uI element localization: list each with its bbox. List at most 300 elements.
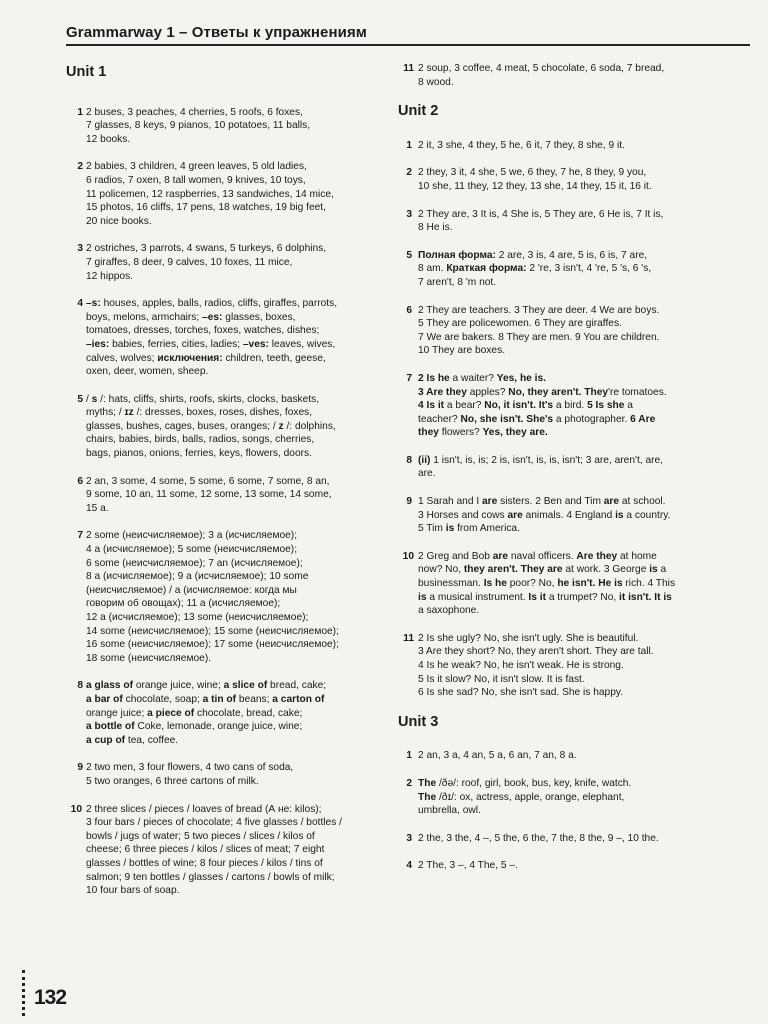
answer-line bbox=[418, 181, 652, 192]
answer-line bbox=[86, 817, 342, 828]
answer-text: salmon; 9 ten bottles / glasses / cartons / bowls of milk; bbox=[86, 871, 335, 883]
answer-text: a bird. bbox=[553, 400, 588, 412]
answer-text: /: dresses, boxes, roses, dishes, foxes, bbox=[133, 407, 313, 419]
answer-line bbox=[418, 833, 659, 844]
answer-line bbox=[418, 592, 672, 603]
exercise-number: 1 bbox=[406, 139, 412, 151]
answer-line bbox=[418, 387, 667, 398]
unit-2-title: Unit 2 bbox=[398, 103, 439, 120]
answer-line bbox=[86, 134, 130, 145]
answer-line bbox=[418, 750, 577, 761]
answer-text: 10 They are boxes. bbox=[418, 345, 506, 357]
exercise-answer bbox=[398, 859, 718, 873]
exercise-answer bbox=[398, 304, 718, 358]
answer-emphasis: исключения: bbox=[157, 352, 223, 364]
answer-emphasis: (ii) bbox=[418, 454, 431, 466]
answer-text: 're tomatoes. bbox=[608, 386, 667, 398]
answer-text: a saxophone. bbox=[418, 605, 480, 617]
answer-line bbox=[86, 448, 312, 459]
answer-line bbox=[418, 345, 505, 356]
answer-text: a bear? bbox=[444, 400, 485, 412]
exercise-text bbox=[86, 529, 384, 665]
answer-line bbox=[418, 674, 585, 685]
answer-emphasis: Is it bbox=[528, 591, 546, 603]
answer-line bbox=[86, 353, 326, 364]
exercise-text bbox=[418, 208, 718, 235]
answer-text: 10 she, 11 they, 12 they, 13 she, 14 they, 15 it, 16 it. bbox=[418, 180, 652, 192]
answer-emphasis: No, they aren't. They bbox=[508, 386, 609, 398]
answer-line bbox=[86, 639, 339, 650]
answer-text: poor? No, bbox=[506, 578, 558, 590]
answer-text: говорим об овощах); 11 a (исчисляемое); bbox=[86, 598, 281, 610]
answer-line bbox=[418, 414, 655, 425]
answer-line bbox=[86, 544, 297, 555]
answer-text: 8 wood. bbox=[418, 76, 454, 88]
answer-text: 6 radios, 7 oxen, 8 tall women, 9 knives, 10 toys, bbox=[86, 174, 306, 186]
answer-text: 8 am. bbox=[418, 263, 447, 275]
answer-text: cheese; 6 three pieces / kilos / slices of meat; 7 eight bbox=[86, 844, 325, 856]
answer-text: 2 an, 3 a, 4 an, 5 a, 6 an, 7 an, 8 a. bbox=[418, 750, 577, 762]
answer-line bbox=[86, 366, 208, 377]
answer-text: 7 glasses, 8 keys, 9 pianos, 10 potatoes, 11 balls, bbox=[86, 120, 311, 132]
answer-text: 2 They are teachers. 3 They are deer. 4 We are boys. bbox=[418, 304, 660, 316]
answer-text: /ðə/: roof, girl, book, bus, key, knife, watch. bbox=[436, 777, 632, 789]
answer-line bbox=[86, 175, 306, 186]
exercise-number: 7 bbox=[406, 372, 412, 384]
answer-text: 6 Is she sad? No, she isn't sad. She is happy. bbox=[418, 687, 624, 699]
answer-emphasis: it isn't. It is bbox=[619, 591, 672, 603]
answer-text: apples? bbox=[466, 386, 509, 398]
unit-3-title: Unit 3 bbox=[398, 713, 439, 730]
exercise-text bbox=[418, 454, 718, 481]
exercise-text bbox=[86, 475, 384, 516]
answer-text: houses, apples, balls, radios, cliffs, giraffes, parrots, bbox=[100, 298, 338, 310]
unit-1-exercise-11 bbox=[398, 62, 718, 89]
answer-text: 16 some (неисчисляемое); 17 some (неисчисляемое); bbox=[86, 639, 339, 651]
answer-line bbox=[418, 209, 663, 220]
answer-line bbox=[418, 551, 657, 562]
answer-emphasis: are bbox=[603, 496, 620, 508]
exercise-number: 8 bbox=[77, 680, 83, 692]
answer-text: 1 Sarah and I bbox=[418, 496, 483, 508]
answer-line bbox=[86, 598, 280, 609]
answer-line bbox=[86, 680, 326, 691]
exercise-answer bbox=[66, 761, 384, 788]
answer-line bbox=[86, 120, 310, 131]
exercise-number: 11 bbox=[403, 63, 414, 74]
answer-line bbox=[86, 612, 308, 623]
exercise-text bbox=[418, 62, 718, 89]
answer-line bbox=[86, 257, 292, 268]
answer-emphasis: The bbox=[418, 777, 437, 789]
answer-text: 2 They are, 3 It is, 4 She is, 5 They are, 6 He is, 7 It is, bbox=[418, 208, 664, 220]
exercise-answer bbox=[66, 475, 384, 516]
answer-emphasis: is bbox=[418, 591, 427, 603]
answer-text: 2 three slices / pieces / loaves of bread (А не: kilos); bbox=[86, 803, 322, 815]
answer-emphasis: 5 Is she bbox=[587, 400, 625, 412]
exercise-text bbox=[86, 242, 384, 283]
answer-text: from America. bbox=[454, 523, 520, 535]
exercise-number: 5 bbox=[77, 393, 83, 405]
exercise-text bbox=[86, 761, 384, 788]
answer-text: orange juice; bbox=[86, 707, 148, 719]
answer-line bbox=[418, 687, 623, 698]
answer-text: 14 some (неисчисляемое); 15 some (неисчисляемое); bbox=[86, 625, 339, 637]
exercise-number: 4 bbox=[406, 860, 412, 872]
answer-text: 3 Horses and cows bbox=[418, 509, 508, 521]
page-title: Grammarway 1 – Ответы к упражнениям bbox=[66, 24, 367, 41]
answer-text: 5 They are policewomen. 6 They are giraffes. bbox=[418, 318, 622, 330]
answer-line bbox=[418, 523, 520, 534]
exercise-text bbox=[418, 139, 718, 153]
answer-text: a bbox=[624, 400, 633, 412]
answer-line bbox=[86, 271, 133, 282]
answer-text: Coke, lemonade, orange juice, wine; bbox=[134, 721, 303, 733]
answer-emphasis: Is he bbox=[483, 578, 507, 590]
exercise-number: 8 bbox=[406, 454, 412, 466]
answer-text: 3 four bars / pieces of chocolate; 4 five glasses / bottles / bbox=[86, 817, 342, 829]
exercise-answer bbox=[66, 393, 384, 461]
answer-text: 7 aren't, 8 'm not. bbox=[418, 276, 497, 288]
exercise-answer bbox=[398, 208, 718, 235]
exercise-answer bbox=[398, 749, 718, 763]
exercise-answer bbox=[66, 160, 384, 228]
answer-text: now? No, bbox=[418, 564, 464, 576]
exercise-number: 6 bbox=[77, 475, 83, 487]
answer-emphasis: is bbox=[615, 509, 624, 521]
answer-emphasis: a bar of bbox=[86, 693, 123, 705]
answer-text: / bbox=[86, 393, 92, 405]
answer-line bbox=[86, 762, 293, 773]
answer-emphasis: a tin of bbox=[202, 693, 237, 705]
answer-text: beans; bbox=[236, 693, 273, 705]
answer-text: flowers? bbox=[438, 427, 483, 439]
answer-emphasis: The bbox=[418, 791, 437, 803]
answer-text: 2 they, 3 it, 4 she, 5 we, 6 they, 7 he, 8 they, 9 you, bbox=[418, 167, 647, 179]
answer-line bbox=[86, 735, 178, 746]
answer-emphasis: 6 Are bbox=[630, 413, 656, 425]
answer-line bbox=[86, 653, 211, 664]
answer-emphasis: Are they bbox=[576, 550, 618, 562]
answer-text: children, teeth, geese, bbox=[222, 352, 326, 364]
answer-line bbox=[418, 77, 454, 88]
answer-text: 2 some (неисчисляемое); 3 a (исчисляемое); bbox=[86, 530, 298, 542]
answer-text: at school. bbox=[619, 496, 666, 508]
page-number: 132 bbox=[34, 986, 67, 1009]
answer-text: chairs, babies, birds, balls, radios, songs, cherries, bbox=[86, 434, 315, 446]
answer-text: glasses, bushes, cages, buses, oranges; / bbox=[86, 420, 279, 432]
answer-text: boys, melons, armchairs; bbox=[86, 311, 203, 323]
answer-line bbox=[418, 222, 453, 233]
answer-text: 4 a (исчисляемое); 5 some (неисчисляемое); bbox=[86, 544, 298, 556]
exercise-text bbox=[418, 632, 718, 700]
answer-text: /: hats, cliffs, shirts, roofs, skirts, clocks, baskets, bbox=[97, 393, 320, 405]
answer-emphasis: –s: bbox=[86, 298, 101, 310]
page-header bbox=[66, 24, 750, 46]
exercise-number: 5 bbox=[406, 249, 412, 261]
exercise-number: 11 bbox=[403, 632, 414, 644]
answer-emphasis: Yes, he is. bbox=[496, 372, 546, 384]
answer-line bbox=[418, 318, 622, 329]
answer-line bbox=[418, 605, 479, 616]
unit-2-exercises bbox=[398, 139, 718, 700]
answer-text: 6 some (неисчисляемое); 7 an (исчисляемое); bbox=[86, 557, 303, 569]
exercise-number: 10 bbox=[70, 803, 82, 815]
answer-text: a trumpet? No, bbox=[545, 591, 620, 603]
answer-line bbox=[86, 694, 324, 705]
answer-emphasis: No, it isn't. It's bbox=[484, 400, 554, 412]
exercise-text bbox=[86, 297, 384, 379]
exercise-answer bbox=[398, 166, 718, 193]
answer-text: chocolate, soap; bbox=[122, 693, 203, 705]
exercise-text bbox=[418, 550, 718, 618]
answer-text: 2 it, 3 she, 4 they, 5 he, 6 it, 7 they, 8 she, 9 it. bbox=[418, 139, 625, 151]
exercise-text bbox=[86, 160, 384, 228]
answer-line bbox=[86, 216, 152, 227]
answer-text: 2 an, 3 some, 4 some, 5 some, 6 some, 7 some, 8 an, bbox=[86, 475, 330, 487]
answer-text: a musical instrument. bbox=[426, 591, 529, 603]
answer-emphasis: z bbox=[278, 420, 284, 432]
answer-line bbox=[418, 510, 670, 521]
exercise-number: 9 bbox=[406, 496, 412, 508]
answer-emphasis: –ves: bbox=[242, 338, 269, 350]
answer-text: orange juice, wine; bbox=[133, 680, 224, 692]
exercise-text bbox=[418, 749, 718, 763]
answer-text: businessman. bbox=[418, 578, 484, 590]
unit-1-exercises bbox=[66, 106, 384, 898]
exercise-number: 9 bbox=[77, 762, 83, 774]
exercise-answer bbox=[398, 777, 718, 818]
exercise-number: 3 bbox=[77, 243, 83, 255]
exercise-text bbox=[86, 106, 384, 147]
answer-text: glasses, boxes, bbox=[222, 311, 296, 323]
answer-text: 20 nice books. bbox=[86, 215, 152, 227]
answer-text: /ðɪ/: ox, actress, apple, orange, elephant, bbox=[436, 791, 625, 803]
answer-line bbox=[86, 776, 259, 787]
answer-emphasis: s bbox=[91, 393, 98, 405]
answer-text: 12 hippos. bbox=[86, 270, 134, 282]
answer-text: 7 giraffes, 8 deer, 9 calves, 10 foxes, 11 mice, bbox=[86, 256, 293, 268]
answer-line bbox=[86, 243, 326, 254]
answer-text: myths; / bbox=[86, 407, 125, 419]
answer-emphasis: a glass of bbox=[86, 680, 133, 692]
answer-line bbox=[418, 633, 638, 644]
exercise-number: 7 bbox=[77, 530, 83, 542]
answer-text: bowls / jugs of water; 5 two pieces / slices / kilos of bbox=[86, 830, 315, 842]
exercise-number: 3 bbox=[406, 208, 412, 220]
answer-text: rich. 4 This bbox=[622, 578, 676, 590]
answer-text: oxen, deer, women, sheep. bbox=[86, 366, 209, 378]
answer-emphasis: No, she isn't. She's bbox=[460, 413, 554, 425]
answer-text: a bbox=[657, 564, 667, 576]
answer-line bbox=[418, 660, 624, 671]
exercise-answer bbox=[398, 550, 718, 618]
exercise-number: 3 bbox=[406, 832, 412, 844]
answer-text: are. bbox=[418, 468, 436, 480]
answer-text: a photographer. bbox=[553, 413, 631, 425]
answer-line bbox=[86, 325, 319, 336]
answer-line bbox=[86, 339, 335, 350]
unit-1-title: Unit 1 bbox=[66, 64, 107, 80]
answer-text: 2 ostriches, 3 parrots, 4 swans, 5 turkeys, 6 dolphins, bbox=[86, 243, 327, 255]
answer-line bbox=[86, 708, 302, 719]
answer-emphasis: they aren't. They are bbox=[463, 564, 563, 576]
answer-line bbox=[86, 721, 302, 732]
answer-line bbox=[86, 831, 315, 842]
answer-line bbox=[86, 107, 303, 118]
answer-text: tea, coffee. bbox=[125, 734, 179, 746]
answer-text: a waiter? bbox=[449, 372, 497, 384]
answer-line bbox=[418, 373, 546, 384]
exercise-answer bbox=[398, 372, 718, 440]
answer-text: glasses / bottles of wine; 8 four pieces / kilos / tins of bbox=[86, 857, 323, 869]
exercise-text bbox=[418, 832, 718, 846]
exercise-number: 1 bbox=[406, 750, 412, 762]
answer-text: 15 a. bbox=[86, 502, 109, 514]
answer-text: umbrella, owl. bbox=[418, 805, 481, 817]
answer-text: 7 We are bakers. 8 They are men. 9 You are children. bbox=[418, 331, 660, 343]
answer-line bbox=[418, 805, 481, 816]
exercise-number: 1 bbox=[77, 106, 83, 118]
answer-text: calves, wolves; bbox=[86, 352, 158, 364]
answer-line bbox=[86, 434, 314, 445]
answer-line bbox=[86, 626, 339, 637]
answer-text: at home bbox=[617, 550, 657, 562]
answer-line bbox=[86, 885, 179, 896]
answer-line bbox=[418, 792, 624, 803]
answer-emphasis: is bbox=[445, 523, 455, 535]
answer-emphasis: is bbox=[649, 564, 658, 576]
answer-line bbox=[418, 167, 646, 178]
answer-emphasis: –ies: bbox=[86, 338, 110, 350]
exercise-text bbox=[418, 859, 718, 873]
answer-text: tomatoes, dresses, torches, foxes, watches, dishes; bbox=[86, 325, 320, 337]
answer-line bbox=[418, 564, 666, 575]
answer-line bbox=[86, 202, 326, 213]
answer-text: 2 babies, 3 children, 4 green leaves, 5 old ladies, bbox=[86, 161, 307, 173]
answer-text: /: dolphins, bbox=[283, 420, 336, 432]
answer-text: 2 two men, 3 four flowers, 4 two cans of soda, bbox=[86, 762, 294, 774]
answer-text: teacher? bbox=[418, 413, 461, 425]
exercise-text bbox=[418, 777, 718, 818]
answer-text: 5 Tim bbox=[418, 523, 446, 535]
exercise-number: 2 bbox=[406, 777, 412, 789]
answer-text: 12 books. bbox=[86, 133, 131, 145]
answer-text: 2 the, 3 the, 4 –, 5 the, 6 the, 7 the, 8 the, 9 –, 10 the. bbox=[418, 832, 659, 844]
answer-emphasis: 3 Are they bbox=[418, 386, 467, 398]
exercise-text bbox=[86, 679, 384, 747]
exercise-answer bbox=[398, 139, 718, 153]
margin-dots bbox=[22, 970, 29, 1016]
answer-text: 9 some, 10 an, 11 some, 12 some, 13 some, 14 some, bbox=[86, 489, 332, 501]
answer-emphasis: a cup of bbox=[86, 734, 126, 746]
answer-line bbox=[418, 778, 631, 789]
answer-line bbox=[86, 394, 319, 405]
answer-text: 2 are, 3 is, 4 are, 5 is, 6 is, 7 are, bbox=[495, 249, 648, 261]
exercise-number: 6 bbox=[406, 304, 412, 316]
exercise-text bbox=[418, 372, 718, 440]
answer-emphasis: ɪz bbox=[124, 407, 134, 419]
answer-line bbox=[418, 468, 436, 479]
answer-line bbox=[418, 250, 647, 261]
answer-line bbox=[418, 305, 659, 316]
answer-text: leaves, wives, bbox=[268, 338, 336, 350]
unit-3-exercises bbox=[398, 749, 718, 873]
answer-line bbox=[86, 503, 109, 514]
exercise-answer bbox=[66, 297, 384, 379]
answer-line bbox=[418, 578, 675, 589]
answer-emphasis: Краткая форма: bbox=[446, 263, 527, 275]
answer-emphasis: Yes, they are. bbox=[482, 427, 548, 439]
answer-text: 2 Greg and Bob bbox=[418, 550, 493, 562]
answer-text: (неисчисляемое) / a (исчисляемое: когда мы bbox=[86, 584, 297, 596]
answer-text: 4 Is he weak? No, he isn't weak. He is strong. bbox=[418, 660, 624, 671]
answer-text: chocolate, bread, cake; bbox=[194, 707, 303, 719]
left-column bbox=[66, 62, 384, 912]
answer-text: 10 four bars of soap. bbox=[86, 885, 180, 897]
answer-emphasis: a slice of bbox=[223, 680, 268, 692]
exercise-number: 2 bbox=[406, 167, 412, 179]
answer-emphasis: are bbox=[507, 509, 523, 521]
answer-line bbox=[86, 844, 324, 855]
answer-line bbox=[418, 860, 518, 871]
answer-emphasis: are bbox=[482, 496, 498, 508]
answer-line bbox=[418, 277, 496, 288]
answer-emphasis: a carton of bbox=[272, 693, 325, 705]
right-column bbox=[398, 62, 718, 887]
answer-emphasis: a piece of bbox=[147, 707, 195, 719]
answer-line bbox=[86, 872, 335, 883]
answer-line bbox=[86, 804, 322, 815]
answer-line bbox=[418, 332, 659, 343]
answer-line bbox=[86, 421, 336, 432]
answer-emphasis: he isn't. He is bbox=[557, 578, 623, 590]
answer-line bbox=[86, 298, 337, 309]
exercise-answer bbox=[398, 249, 718, 290]
answer-line bbox=[418, 140, 625, 151]
answer-text: 1 isn't, is, is; 2 is, isn't, is, is, isn't; 3 are, aren't, are, bbox=[430, 454, 664, 466]
answer-line bbox=[86, 530, 297, 541]
exercise-text bbox=[418, 166, 718, 193]
answer-line bbox=[418, 496, 666, 507]
answer-text: a country. bbox=[623, 509, 671, 521]
exercise-text bbox=[418, 304, 718, 358]
exercise-text bbox=[86, 803, 384, 898]
answer-line bbox=[418, 427, 548, 438]
answer-text: 2 buses, 3 peaches, 4 cherries, 5 roofs, 6 foxes, bbox=[86, 106, 303, 118]
exercise-answer bbox=[398, 454, 718, 481]
answer-emphasis: are bbox=[492, 550, 509, 562]
answer-text: 2 're, 3 isn't, 4 're, 5 's, 6 's, bbox=[526, 263, 652, 275]
exercise-answer bbox=[398, 832, 718, 846]
exercise-text bbox=[418, 249, 718, 290]
answer-text: 5 Is it slow? No, it isn't slow. It is fast. bbox=[418, 673, 585, 685]
answer-text: at work. 3 George bbox=[562, 564, 650, 576]
answer-line bbox=[86, 312, 296, 323]
answer-line bbox=[418, 263, 651, 274]
answer-line bbox=[86, 407, 312, 418]
answer-text: babies, ferries, cities, ladies; bbox=[109, 338, 243, 350]
answer-text: 5 two oranges, 6 three cartons of milk. bbox=[86, 775, 259, 787]
exercise-answer bbox=[66, 803, 384, 898]
answer-line bbox=[418, 455, 663, 466]
answer-line bbox=[86, 489, 332, 500]
exercise-number: 4 bbox=[77, 298, 83, 310]
answer-text: naval officers. bbox=[508, 550, 577, 562]
answer-line bbox=[86, 189, 334, 200]
answer-text: 2 soup, 3 coffee, 4 meat, 5 chocolate, 6 soda, 7 bread, bbox=[418, 63, 665, 74]
answer-line bbox=[86, 858, 323, 869]
